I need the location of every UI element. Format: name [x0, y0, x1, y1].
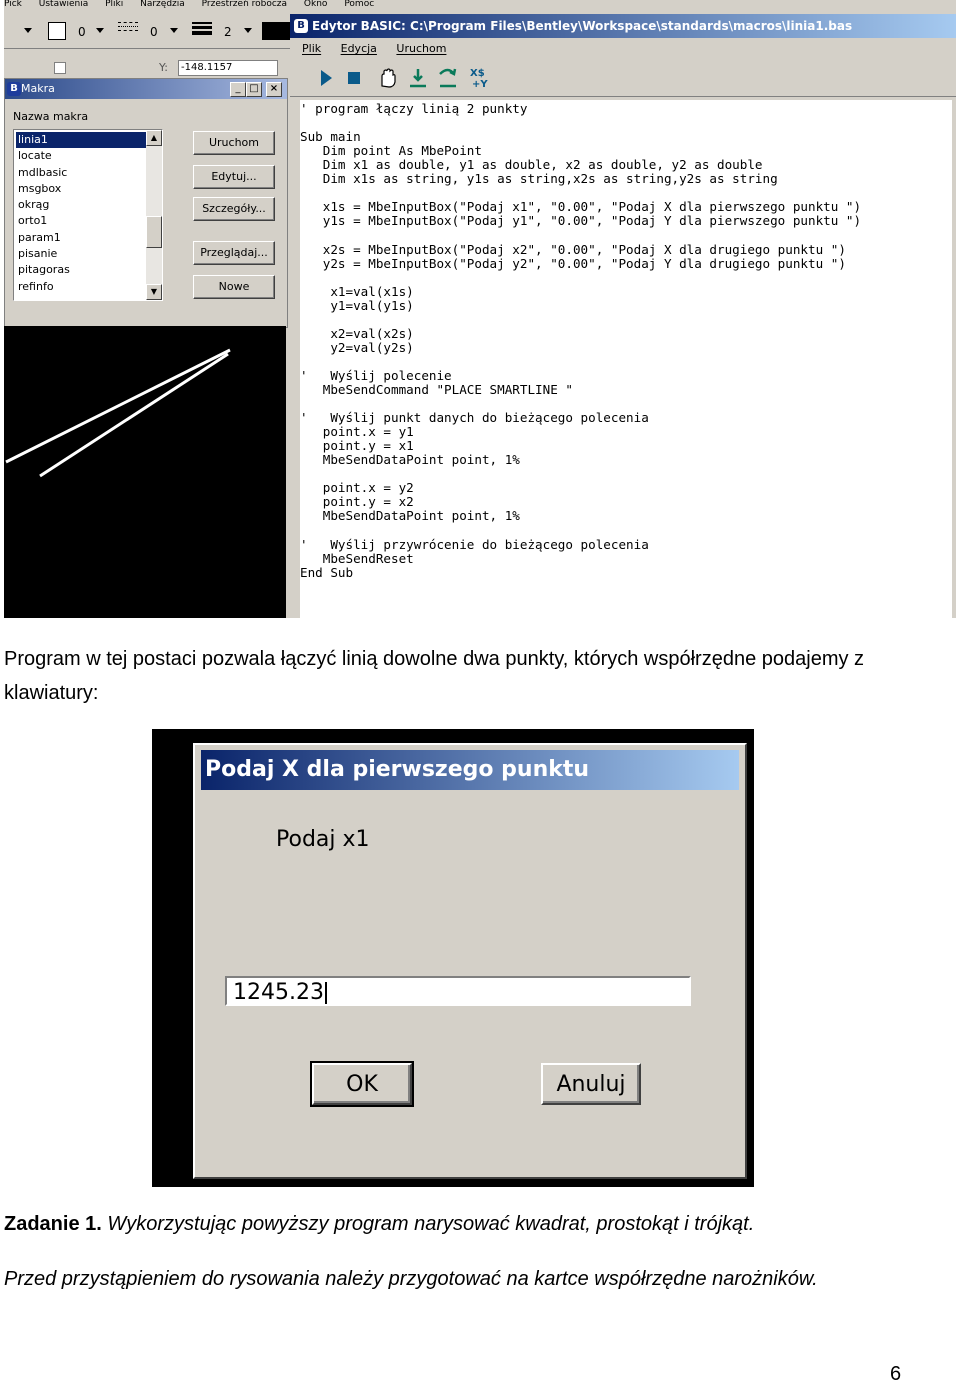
scroll-up-icon[interactable]: ▲	[146, 130, 162, 146]
task-statement	[4, 1207, 944, 1241]
scroll-thumb[interactable]	[146, 216, 162, 248]
coord-label: Y:	[159, 61, 168, 74]
code-line: y2s = MbeInputBox("Podaj y2", "0.00", "Podaj Y dla drugiego punktu ")	[300, 255, 846, 271]
code-line: MbeSendCommand "PLACE SMARTLINE "	[300, 382, 573, 397]
code-line: x2s = MbeInputBox("Podaj x2", "0.00", "Podaj X dla drugiego punktu ")	[300, 241, 846, 257]
code-line: y2=val(y2s)	[300, 339, 414, 355]
macros-title: Makra	[21, 82, 55, 95]
list-item[interactable]: refinfo	[18, 279, 54, 293]
editor-menubar	[290, 40, 956, 58]
edit-button[interactable]: Edytuj...	[193, 165, 275, 189]
menu-edit[interactable]: Edycja	[340, 42, 377, 55]
attributes-toolbar	[4, 14, 290, 49]
list-item[interactable]: pisanie	[18, 247, 58, 261]
code-line: point.x = y2	[300, 480, 414, 496]
menu-item[interactable]: Przestrzeń robocza	[201, 0, 288, 9]
menu-item[interactable]: Ustawienia	[38, 0, 89, 9]
y-coordinate-input[interactable]: -148.1157	[178, 60, 278, 76]
color-value[interactable]: 0	[78, 25, 86, 39]
watch-variable-icon[interactable]	[468, 66, 492, 90]
accudraw-toolbar	[4, 58, 290, 78]
lock-checkbox[interactable]	[54, 62, 66, 74]
ok-button[interactable]: OK	[312, 1063, 412, 1105]
code-editor[interactable]	[300, 100, 952, 618]
run-button[interactable]: Uruchom	[193, 131, 275, 155]
code-line: x1=val(x1s)	[300, 283, 414, 299]
chevron-down-icon[interactable]	[244, 28, 252, 33]
chevron-down-icon[interactable]	[24, 28, 32, 33]
dialog-prompt: Podaj x1	[276, 827, 370, 852]
microstation-screenshot	[4, 0, 956, 618]
list-item[interactable]: locate	[18, 149, 52, 163]
code-line: MbeSendDataPoint point, 1%	[300, 508, 520, 524]
list-item[interactable]: okrąg	[18, 198, 50, 212]
task-label: Zadanie 1.	[4, 1213, 102, 1235]
dialog-titlebar	[201, 750, 739, 790]
active-color-swatch[interactable]	[262, 22, 290, 40]
list-item[interactable]: orto1	[18, 214, 48, 228]
svg-text:+Y: +Y	[472, 79, 488, 90]
drawn-lines	[4, 326, 286, 618]
menu-file[interactable]: Plik	[302, 42, 322, 55]
macros-titlebar	[5, 79, 287, 99]
code-line: y1s = MbeInputBox("Podaj y1", "0.00", "Podaj Y dla pierwszego punktu ")	[300, 213, 862, 229]
new-button[interactable]: Nowe	[193, 275, 275, 299]
weight-value[interactable]: 2	[224, 25, 232, 39]
list-scrollbar[interactable]	[146, 130, 162, 300]
macro-name-label: Nazwa makra	[13, 110, 89, 123]
code-line: point.y = x1	[300, 438, 414, 454]
macros-dialog	[4, 78, 288, 328]
main-menubar	[4, 0, 375, 12]
code-line: point.x = y1	[300, 424, 414, 440]
menu-item[interactable]: Pick	[4, 0, 22, 9]
value-input[interactable]	[225, 976, 691, 1006]
cancel-button[interactable]: Anuluj	[541, 1063, 641, 1105]
line-style-icon[interactable]	[118, 22, 138, 38]
chevron-down-icon[interactable]	[96, 28, 104, 33]
scroll-down-icon[interactable]: ▼	[146, 284, 162, 300]
line-weight-icon[interactable]	[192, 22, 212, 38]
list-item[interactable]: linia1	[16, 132, 146, 148]
code-line: x1s = MbeInputBox("Podaj x1", "0.00", "Podaj X dla pierwszego punktu ")	[300, 199, 862, 215]
browse-button[interactable]: Przeglądaj...	[193, 241, 275, 265]
app-icon: B	[294, 19, 308, 33]
list-item[interactable]: param1	[18, 230, 61, 244]
code-line: ' Wyślij punkt danych do bieżącego polecenia	[300, 410, 649, 426]
page-number: 6	[890, 1363, 902, 1385]
svg-text:X$: X$	[470, 68, 485, 79]
code-line: MbeSendReset	[300, 550, 414, 566]
maximize-icon[interactable]: □	[246, 82, 262, 97]
editor-toolbar	[290, 60, 956, 97]
drawing-view[interactable]	[4, 326, 286, 618]
code-line: MbeSendDataPoint point, 1%	[300, 452, 520, 468]
input-dialog-screenshot	[152, 729, 754, 1187]
code-line: Dim x1 as double, y1 as double, x2 as double, y2 as double	[300, 157, 763, 173]
menu-item[interactable]: Pliki	[105, 0, 124, 9]
code-line: ' Wyślij polecenie	[300, 367, 452, 383]
editor-title: Edytor BASIC: C:\Program Files\Bentley\Workspace\standards\macros\linia1.bas	[312, 19, 853, 33]
hand-icon[interactable]	[376, 66, 400, 90]
menu-item[interactable]: Pomoc	[344, 0, 375, 9]
code-line: x2=val(x2s)	[300, 325, 414, 341]
list-item[interactable]: msgbox	[18, 181, 62, 195]
code-line: Dim x1s as string, y1s as string,x2s as string,y2s as string	[300, 171, 778, 187]
code-line: y1=val(y1s)	[300, 297, 414, 313]
code-line: ' program łączy linią 2 punkty	[300, 101, 528, 116]
task-text: Wykorzystując powyższy program narysować kwadrat, prostokąt i trójkąt.	[107, 1213, 755, 1235]
style-value[interactable]: 0	[150, 25, 158, 39]
list-item[interactable]: mdlbasic	[18, 165, 68, 179]
code-line: point.y = x2	[300, 494, 414, 510]
stop-icon[interactable]	[342, 66, 366, 90]
input-dialog	[193, 743, 747, 1179]
close-icon[interactable]: ×	[266, 82, 282, 97]
menu-run[interactable]: Uruchom	[396, 42, 447, 55]
menu-item[interactable]: Okno	[303, 0, 328, 9]
step-into-icon[interactable]	[406, 66, 430, 90]
list-item[interactable]: pitagoras	[18, 263, 70, 277]
dialog-title: Podaj X dla pierwszego punktu	[205, 757, 590, 782]
paragraph: Program w tej postaci pozwala łączyć linią dowolne dwa punkty, których współrzędne podajemy z klawiatury:	[4, 648, 865, 704]
color-swatch[interactable]	[48, 22, 66, 40]
step-over-icon[interactable]	[436, 66, 460, 90]
play-icon[interactable]	[314, 66, 338, 90]
macro-list[interactable]	[13, 129, 163, 301]
minimize-icon[interactable]: _	[230, 82, 246, 97]
code-line: Dim point As MbePoint	[300, 143, 482, 159]
details-button[interactable]: Szczegóły...	[193, 197, 275, 221]
input-value: 1245.23	[233, 980, 324, 1005]
code-line: End Sub	[300, 564, 354, 580]
code-line: ' Wyślij przywrócenie do bieżącego polecenia	[300, 536, 649, 552]
task-note: Przed przystąpieniem do rysowania należy przygotować na kartce współrzędne narożników.	[4, 1268, 818, 1290]
code-line: Sub main	[300, 129, 361, 145]
editor-titlebar	[290, 14, 956, 38]
text-caret	[325, 982, 327, 1004]
chevron-down-icon[interactable]	[170, 28, 178, 33]
menu-item[interactable]: Narzędzia	[140, 0, 185, 9]
app-icon: B	[7, 82, 21, 96]
basic-editor-window	[290, 14, 956, 618]
